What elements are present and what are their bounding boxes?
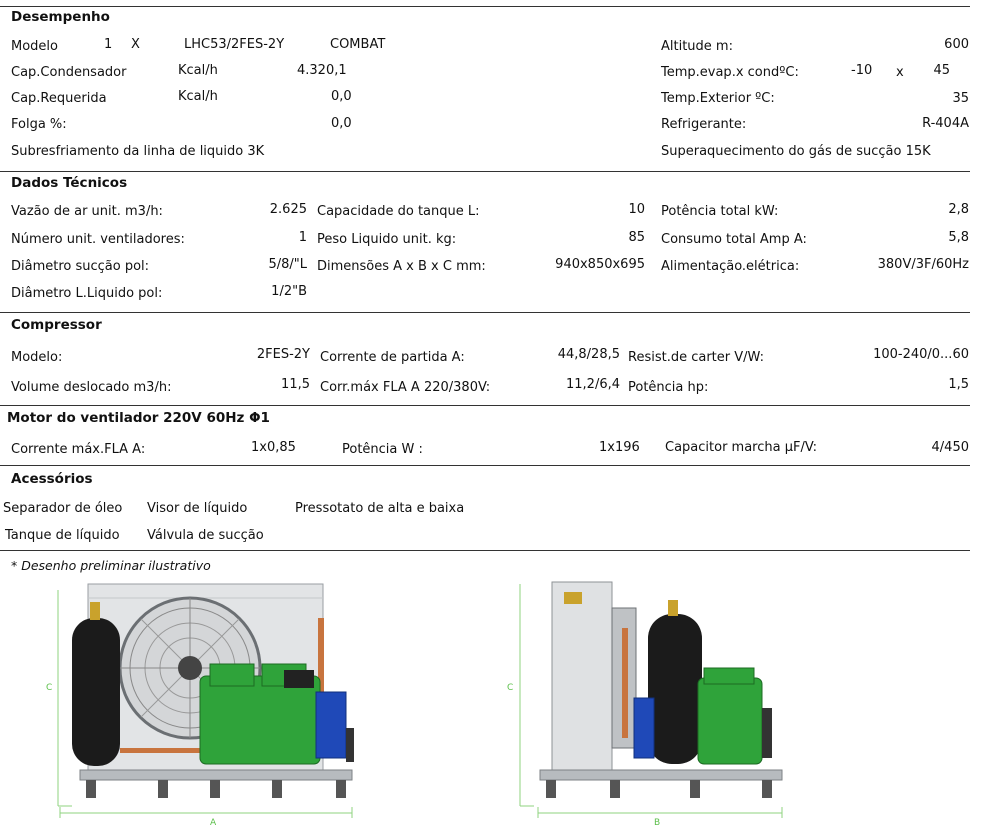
dimensoes-value: 940x850x695	[555, 257, 645, 272]
diametro-liquido-value: 1/2"B	[271, 284, 307, 299]
cap-cond-unit: Kcal/h	[178, 63, 218, 78]
diametro-succao-label: Diâmetro sucção pol:	[11, 259, 150, 274]
modelo-qty: 1	[104, 37, 113, 52]
folga-value: 0,0	[331, 116, 352, 131]
motor-cap-value: 4/450	[931, 440, 969, 455]
altitude-value: 600	[944, 37, 969, 52]
acessorio-item: Válvula de sucção	[147, 528, 264, 543]
divider-motor	[0, 405, 970, 406]
peso-label: Peso Liquido unit. kg:	[317, 232, 457, 247]
vazao-label: Vazão de ar unit. m3/h:	[11, 204, 163, 219]
front-view-drawing	[50, 578, 370, 828]
alimentacao-label: Alimentação.elétrica:	[661, 259, 800, 274]
dim-b-label: B	[654, 818, 661, 828]
cap-req-value: 0,0	[331, 89, 352, 104]
ventiladores-label: Número unit. ventiladores:	[11, 232, 185, 247]
diametro-liquido-label: Diâmetro L.Liquido pol:	[11, 286, 163, 301]
hp-value: 1,5	[948, 377, 969, 392]
altitude-label: Altitude m:	[661, 39, 733, 54]
temp-ext-label: Temp.Exterior ºC:	[661, 91, 775, 106]
volume-label: Volume deslocado m3/h:	[11, 380, 172, 395]
dim-c-front-label: C	[46, 683, 53, 693]
vazao-value: 2.625	[269, 202, 307, 217]
temp-evap-label: Temp.evap.x condºC:	[661, 65, 799, 80]
motor-cap-label: Capacitor marcha µF/V:	[665, 440, 818, 455]
temp-evap-value: -10	[851, 63, 873, 78]
divider-acessorios	[0, 465, 970, 466]
dim-c-side-label: C	[507, 683, 514, 693]
temp-x: x	[896, 65, 904, 80]
divider-drawing	[0, 550, 970, 551]
motor-pot-label: Potência W :	[342, 442, 423, 457]
acessorio-item: Tanque de líquido	[5, 528, 120, 543]
superaquecimento-text: Superaquecimento do gás de sucção 15K	[661, 144, 931, 159]
resist-label: Resist.de carter V/W:	[628, 350, 764, 365]
fla-value: 11,2/6,4	[566, 377, 620, 392]
ventiladores-value: 1	[298, 230, 307, 245]
modelo-x: X	[131, 37, 140, 52]
tanque-value: 10	[628, 202, 645, 217]
folga-label: Folga %:	[11, 117, 67, 132]
acessorio-item: Pressotato de alta e baixa	[295, 501, 465, 516]
fla-label: Corr.máx FLA A 220/380V:	[320, 380, 491, 395]
tanque-label: Capacidade do tanque L:	[317, 204, 480, 219]
compressor-title: Compressor	[11, 317, 102, 333]
cap-cond-value: 4.320,1	[297, 63, 347, 78]
potencia-total-value: 2,8	[948, 202, 969, 217]
comp-modelo-value: 2FES-2Y	[256, 347, 310, 362]
modelo-line: COMBAT	[330, 37, 386, 52]
dados-title: Dados Técnicos	[11, 175, 128, 191]
consumo-label: Consumo total Amp A:	[661, 232, 807, 247]
partida-label: Corrente de partida A:	[320, 350, 465, 365]
modelo-label: Modelo	[11, 39, 58, 54]
acessorio-item: Separador de óleo	[3, 501, 123, 516]
dimensoes-label: Dimensões A x B x C mm:	[317, 259, 486, 274]
peso-value: 85	[628, 230, 645, 245]
subresfriamento-text: Subresfriamento da linha de liquido 3K	[11, 144, 265, 159]
motor-fla-value: 1x0,85	[251, 440, 296, 455]
refrig-label: Refrigerante:	[661, 117, 747, 132]
cap-req-unit: Kcal/h	[178, 89, 218, 104]
alimentacao-value: 380V/3F/60Hz	[877, 257, 969, 272]
top-divider	[0, 6, 970, 7]
volume-value: 11,5	[281, 377, 310, 392]
cap-cond-label: Cap.Condensador	[11, 65, 127, 80]
resist-value: 100-240/0...60	[873, 347, 969, 362]
potencia-total-label: Potência total kW:	[661, 204, 779, 219]
diametro-succao-value: 5/8/"L	[268, 257, 307, 272]
refrig-value: R-404A	[922, 116, 969, 131]
motor-pot-value: 1x196	[599, 440, 640, 455]
consumo-value: 5,8	[948, 230, 969, 245]
temp-ext-value: 35	[952, 91, 969, 106]
modelo-code: LHC53/2FES-2Y	[184, 37, 285, 52]
comp-modelo-label: Modelo:	[11, 350, 63, 365]
motor-fla-label: Corrente máx.FLA A:	[11, 442, 146, 457]
motor-title: Motor do ventilador 220V 60Hz Φ1	[7, 410, 270, 426]
acessorios-title: Acessórios	[11, 471, 93, 487]
drawing-note: * Desenho preliminar ilustrativo	[11, 558, 211, 573]
dim-a-label: A	[210, 818, 217, 828]
partida-value: 44,8/28,5	[557, 347, 620, 362]
divider-dados	[0, 171, 970, 172]
side-view-drawing	[510, 578, 790, 828]
divider-compressor	[0, 312, 970, 313]
desempenho-title: Desempenho	[11, 9, 110, 25]
temp-cond-value: 45	[933, 63, 950, 78]
acessorio-item: Visor de líquido	[147, 501, 248, 516]
cap-req-label: Cap.Requerida	[11, 91, 107, 106]
hp-label: Potência hp:	[628, 380, 709, 395]
